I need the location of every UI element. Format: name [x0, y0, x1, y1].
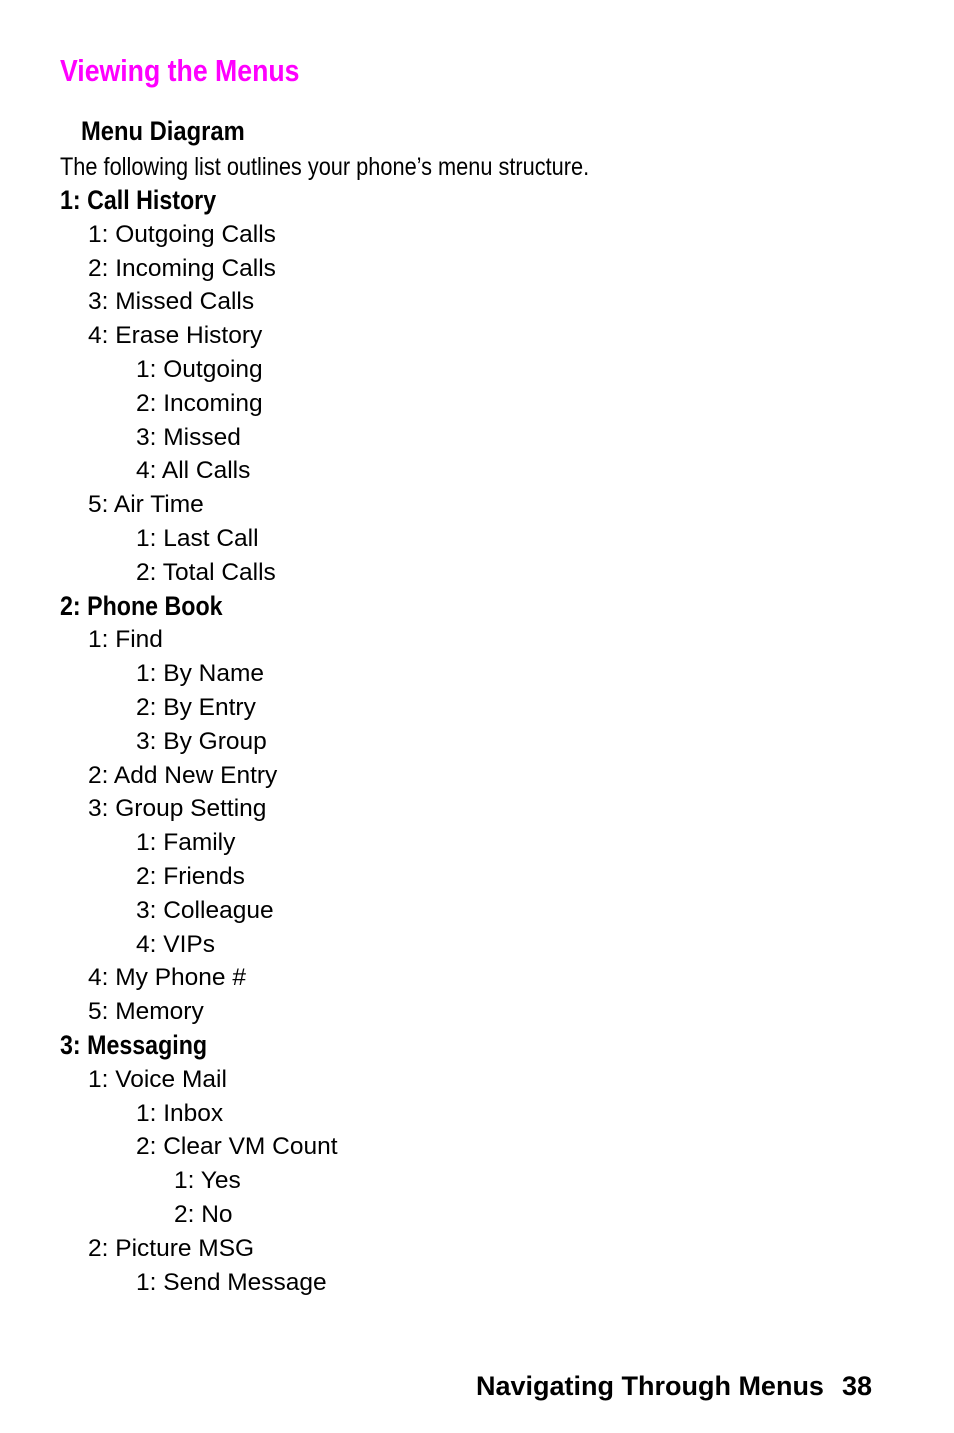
menu-item-label: 2: Incoming [136, 389, 263, 417]
menu-item [0, 961, 954, 995]
menu-category [0, 184, 954, 218]
menu-item-label: 3: Missed [136, 423, 241, 451]
menu-item-label: 1: Find [88, 626, 163, 654]
menu-item [0, 488, 954, 522]
intro-text: The following list outlines your phone’s menu structure. [60, 153, 590, 181]
menu-item-label: 1: Yes [174, 1167, 241, 1195]
menu-item [0, 725, 954, 759]
menu-item-label: 1: Outgoing Calls [88, 220, 276, 248]
menu-item [0, 252, 954, 286]
menu-item [0, 454, 954, 488]
menu-item [0, 792, 954, 826]
menu-item [0, 1232, 954, 1266]
menu-item [0, 556, 954, 590]
menu-item [0, 623, 954, 657]
page-title: Viewing the Menus [60, 53, 300, 88]
menu-item-label: 2: Total Calls [136, 558, 276, 586]
menu-item-label: 5: Memory [88, 998, 204, 1026]
menu-item [0, 1266, 954, 1300]
menu-item-label: 1: Last Call [136, 524, 259, 552]
menu-item-label: 4: My Phone # [88, 964, 246, 992]
page-footer [476, 1368, 872, 1404]
menu-item-label: 2: Add New Entry [88, 761, 278, 789]
menu-item-label: 2: No [174, 1200, 233, 1228]
menu-item-label: 3: Colleague [136, 896, 274, 924]
menu-item-label: 4: VIPs [136, 930, 215, 958]
menu-category-label: 2: Phone Book [60, 590, 223, 621]
menu-item [0, 1097, 954, 1131]
menu-item [0, 995, 954, 1029]
menu-item-label: 1: Family [136, 829, 236, 857]
menu-item [0, 826, 954, 860]
menu-item [0, 691, 954, 725]
page-number: 38 [841, 1371, 872, 1401]
menu-item [0, 860, 954, 894]
menu-item [0, 285, 954, 319]
menu-item [0, 657, 954, 691]
menu-item [0, 522, 954, 556]
menu-item-label: 1: Outgoing [136, 355, 263, 383]
menu-item-label: 2: By Entry [136, 693, 256, 721]
menu-item [0, 387, 954, 421]
menu-diagram-list [0, 184, 954, 1299]
menu-category [0, 590, 954, 624]
menu-item [0, 1130, 954, 1164]
menu-item [0, 1164, 954, 1198]
menu-item [0, 1063, 954, 1097]
menu-item-label: 1: Inbox [136, 1099, 224, 1127]
menu-item-label: 3: Missed Calls [88, 288, 255, 316]
menu-item [0, 759, 954, 793]
menu-item [0, 218, 954, 252]
menu-item-label: 2: Picture MSG [88, 1234, 255, 1262]
menu-item [0, 1198, 954, 1232]
footer-chapter-title: Navigating Through Menus [475, 1371, 824, 1401]
menu-item [0, 353, 954, 387]
menu-item [0, 894, 954, 928]
section-heading: Menu Diagram [81, 116, 245, 146]
menu-item-label: 3: By Group [136, 727, 267, 755]
menu-item-label: 1: By Name [136, 660, 264, 688]
menu-item [0, 319, 954, 353]
menu-category-label: 3: Messaging [60, 1029, 208, 1060]
menu-item-label: 1: Voice Mail [88, 1065, 227, 1093]
menu-category [0, 1029, 954, 1063]
menu-item-label: 2: Clear VM Count [136, 1133, 338, 1161]
menu-item-label: 5: Air Time [88, 491, 204, 519]
menu-item-label: 3: Group Setting [88, 795, 267, 823]
menu-item [0, 421, 954, 455]
menu-item [0, 928, 954, 962]
menu-item-label: 4: All Calls [136, 457, 251, 485]
menu-item-label: 2: Friends [136, 862, 245, 890]
menu-item-label: 4: Erase History [88, 322, 263, 350]
menu-category-label: 1: Call History [60, 185, 217, 215]
menu-item-label: 1: Send Message [136, 1268, 327, 1296]
menu-item-label: 2: Incoming Calls [88, 254, 276, 282]
